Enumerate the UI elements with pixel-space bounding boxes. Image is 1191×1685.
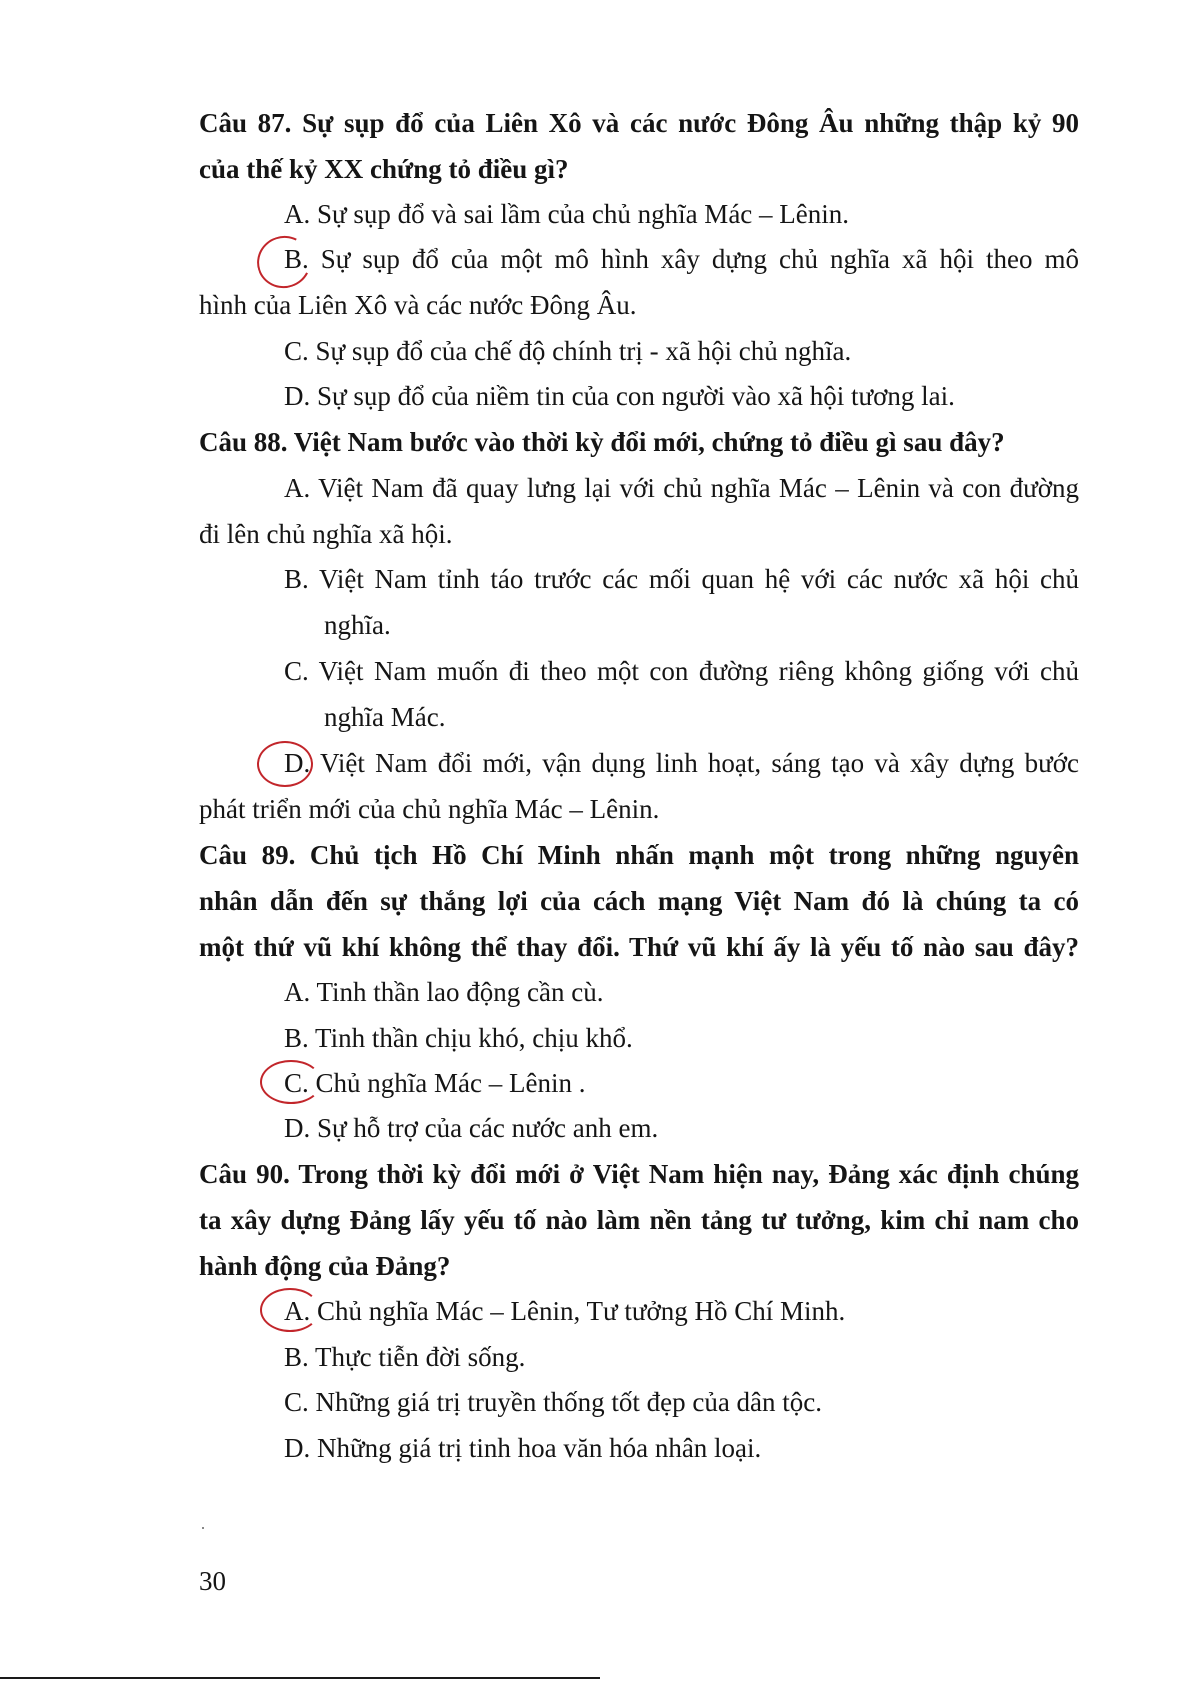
answer-mark-87-b: [250, 229, 317, 295]
question-90-option-b: B. Thực tiễn đời sống.: [284, 1342, 526, 1372]
question-89-stem-line-3: một thứ vũ khí không thể thay đổi. Thứ vũ khí ấy là yếu tố nào sau đây?: [199, 932, 1079, 962]
question-90-option-a: A. Chủ nghĩa Mác – Lênin, Tư tưởng Hồ Chí Minh.: [284, 1296, 846, 1326]
page-number: 30: [199, 1566, 226, 1596]
question-88-stem-line-1: Câu 88. Việt Nam bước vào thời kỳ đổi mới, chứng tỏ điều gì sau đây?: [199, 427, 1005, 457]
question-88-option-c-continuation: nghĩa Mác.: [324, 702, 446, 732]
question-88-option-d-continuation: phát triển mới của chủ nghĩa Mác – Lênin.: [199, 794, 660, 824]
question-88-option-a-continuation: đi lên chủ nghĩa xã hội.: [199, 519, 453, 549]
answer-mark-89-c: [260, 1060, 322, 1104]
question-88-option-b: B. Việt Nam tỉnh táo trước các mối quan hệ với các nước xã hội chủ: [284, 564, 1079, 594]
question-90-option-c: C. Những giá trị truyền thống tốt đẹp của dân tộc.: [284, 1387, 823, 1417]
bottom-rule: [0, 1677, 600, 1679]
question-87-option-b-continuation: hình của Liên Xô và các nước Đông Âu.: [199, 290, 637, 320]
question-90-stem-line-1: Câu 90. Trong thời kỳ đổi mới ở Việt Nam hiện nay, Đảng xác định chúng: [199, 1159, 1079, 1189]
question-90-stem-line-3: hành động của Đảng?: [199, 1251, 451, 1281]
question-89-option-c: C. Chủ nghĩa Mác – Lênin .: [284, 1068, 586, 1098]
question-87-stem-line-1: Câu 87. Sự sụp đổ của Liên Xô và các nước Đông Âu những thập kỷ 90: [199, 108, 1079, 138]
question-87-stem-line-2: của thế kỷ XX chứng tỏ điều gì?: [199, 154, 569, 184]
question-88-option-b-continuation: nghĩa.: [324, 610, 391, 640]
question-87-option-b: B. Sự sụp đổ của một mô hình xây dựng chủ nghĩa xã hội theo mô: [284, 244, 1079, 274]
question-87-option-c: C. Sự sụp đổ của chế độ chính trị - xã hội chủ nghĩa.: [284, 336, 852, 366]
question-89-option-b: B. Tinh thần chịu khó, chịu khổ.: [284, 1023, 633, 1053]
question-89-option-d: D. Sự hỗ trợ của các nước anh em.: [284, 1113, 659, 1143]
question-90-option-d: D. Những giá trị tinh hoa văn hóa nhân loại.: [284, 1433, 762, 1463]
question-90-stem-line-2: ta xây dựng Đảng lấy yếu tố nào làm nền tảng tư tưởng, kim chỉ nam cho: [199, 1205, 1079, 1235]
answer-mark-90-a: [260, 1288, 320, 1332]
question-89-stem-line-1: Câu 89. Chủ tịch Hồ Chí Minh nhấn mạnh một trong những nguyên: [199, 840, 1079, 870]
question-88-option-c: C. Việt Nam muốn đi theo một con đường riêng không giống với chủ: [284, 656, 1079, 686]
question-87-option-d: D. Sự sụp đổ của niềm tin của con người vào xã hội tương lai.: [284, 381, 955, 411]
question-89-option-a: A. Tinh thần lao động cần cù.: [284, 977, 604, 1007]
question-88-option-d: D. Việt Nam đổi mới, vận dụng linh hoạt, sáng tạo và xây dựng bước: [284, 748, 1079, 778]
question-88-option-a: A. Việt Nam đã quay lưng lại với chủ nghĩa Mác – Lênin và con đường: [284, 473, 1079, 503]
scan-speck: [202, 1527, 204, 1529]
question-89-stem-line-2: nhân dẫn đến sự thắng lợi của cách mạng Việt Nam đó là chúng ta có: [199, 886, 1079, 916]
answer-mark-88-d: [257, 741, 313, 787]
question-87-option-a: A. Sự sụp đổ và sai lầm của chủ nghĩa Mác – Lênin.: [284, 199, 850, 229]
